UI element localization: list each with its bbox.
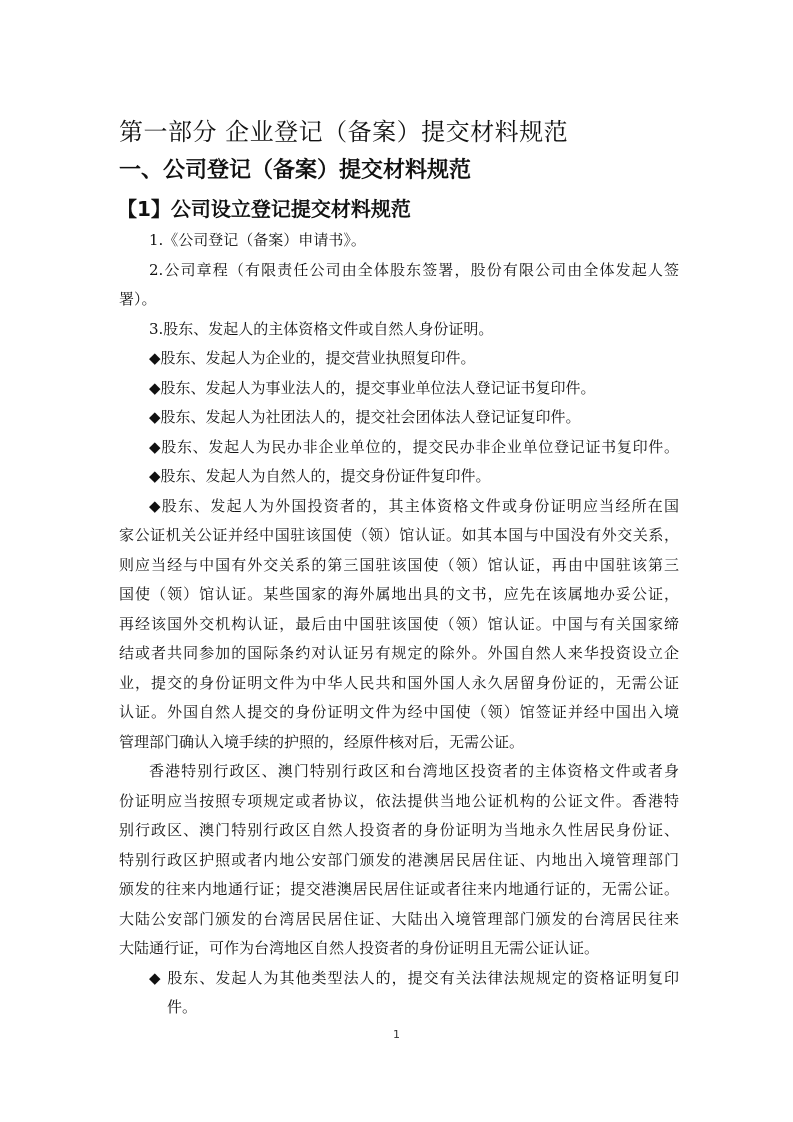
bullet-item: ◆ 股东、发起人为其他类型法人的，提交有关法律法规规定的资格证明复印: [149, 968, 679, 987]
bullet-item: ◆股东、发起人为事业法人的，提交事业单位法人登记证书复印件。: [149, 378, 596, 397]
paragraph-line: 颁发的往来内地通行证；提交港澳居民居住证或者往来内地通行证的，无需公证。: [119, 880, 679, 898]
page-number: 1: [393, 1028, 400, 1041]
paragraph-line: 结或者共同参加的国际条约对认证另有规定的除外。外国自然人来华投资设立企: [119, 644, 679, 662]
section-heading: 一、公司登记（备案）提交材料规范: [119, 158, 472, 183]
paragraph-line: 业，提交的身份证明文件为中华人民共和国外国人永久居留身份证的，无需公证: [119, 673, 679, 692]
paragraph-line: 国使（领）馆认证。某些国家的海外属地出具的文书，应先在该属地办妥公证，: [119, 585, 679, 603]
paragraph-line: 2.公司章程（有限责任公司由全体股东签署，股份有限公司由全体发起人签: [149, 260, 679, 279]
paragraph-line: 则应当经与中国有外交关系的第三国驻该国使（领）馆认证，再由中国驻该第三: [119, 555, 679, 574]
paragraph-line: 别行政区、澳门特别行政区自然人投资者的身份证明为当地永久性居民身份证、: [119, 821, 679, 839]
paragraph-line: 署）。: [119, 290, 157, 308]
paragraph-line: 3.股东、发起人的主体资格文件或自然人身份证明。: [149, 319, 494, 338]
paragraph-line: 特别行政区护照或者内地公安部门颁发的港澳居民居住证、内地出入境管理部门: [119, 850, 679, 869]
bullet-item: ◆股东、发起人为外国投资者的，其主体资格文件或身份证明应当经所在国: [149, 496, 679, 515]
paragraph-line: 再经该国外交机构认证，最后由中国驻该国使（领）馆认证。中国与有关国家缔: [119, 614, 679, 633]
bullet-item: ◆股东、发起人为自然人的，提交身份证件复印件。: [149, 467, 491, 485]
bullet-item: ◆股东、发起人为民办非企业单位的，提交民办非企业单位登记证书复印件。: [149, 437, 679, 456]
paragraph-line: 管理部门确认入境手续的护照的，经原件核对后，无需公证。: [119, 732, 525, 751]
paragraph-line: 大陆通行证，可作为台湾地区自然人投资者的身份证明且无需公证认证。: [119, 939, 600, 957]
paragraph-line: 1.《公司登记（备案）申请书》。: [149, 231, 366, 249]
part-heading: 第一部分 企业登记（备案）提交材料规范: [119, 118, 569, 146]
bullet-item: ◆股东、发起人为社团法人的，提交社会团体法人登记证复印件。: [149, 408, 581, 426]
paragraph-line: 香港特别行政区、澳门特别行政区和台湾地区投资者的主体资格文件或者身: [149, 762, 679, 780]
document-body: [119, 226, 679, 1023]
paragraph-line: 大陆公安部门颁发的台湾居民居住证、大陆出入境管理部门颁发的台湾居民往来: [119, 909, 679, 928]
subsection-heading: 【1】公司设立登记提交材料规范: [117, 197, 411, 221]
paragraph-line: 份证明应当按照专项规定或者协议，依法提供当地公证机构的公证文件。香港特: [119, 791, 679, 810]
bullet-item: ◆股东、发起人为企业的，提交营业执照复印件。: [149, 349, 476, 367]
paragraph-line: 件。: [167, 998, 198, 1016]
paragraph-line: 认证。外国自然人提交的身份证明文件为经中国使（领）馆签证并经中国出入境: [119, 703, 679, 721]
paragraph-line: 家公证机关公证并经中国驻该国使（领）馆认证。如其本国与中国没有外交关系，: [119, 526, 679, 544]
